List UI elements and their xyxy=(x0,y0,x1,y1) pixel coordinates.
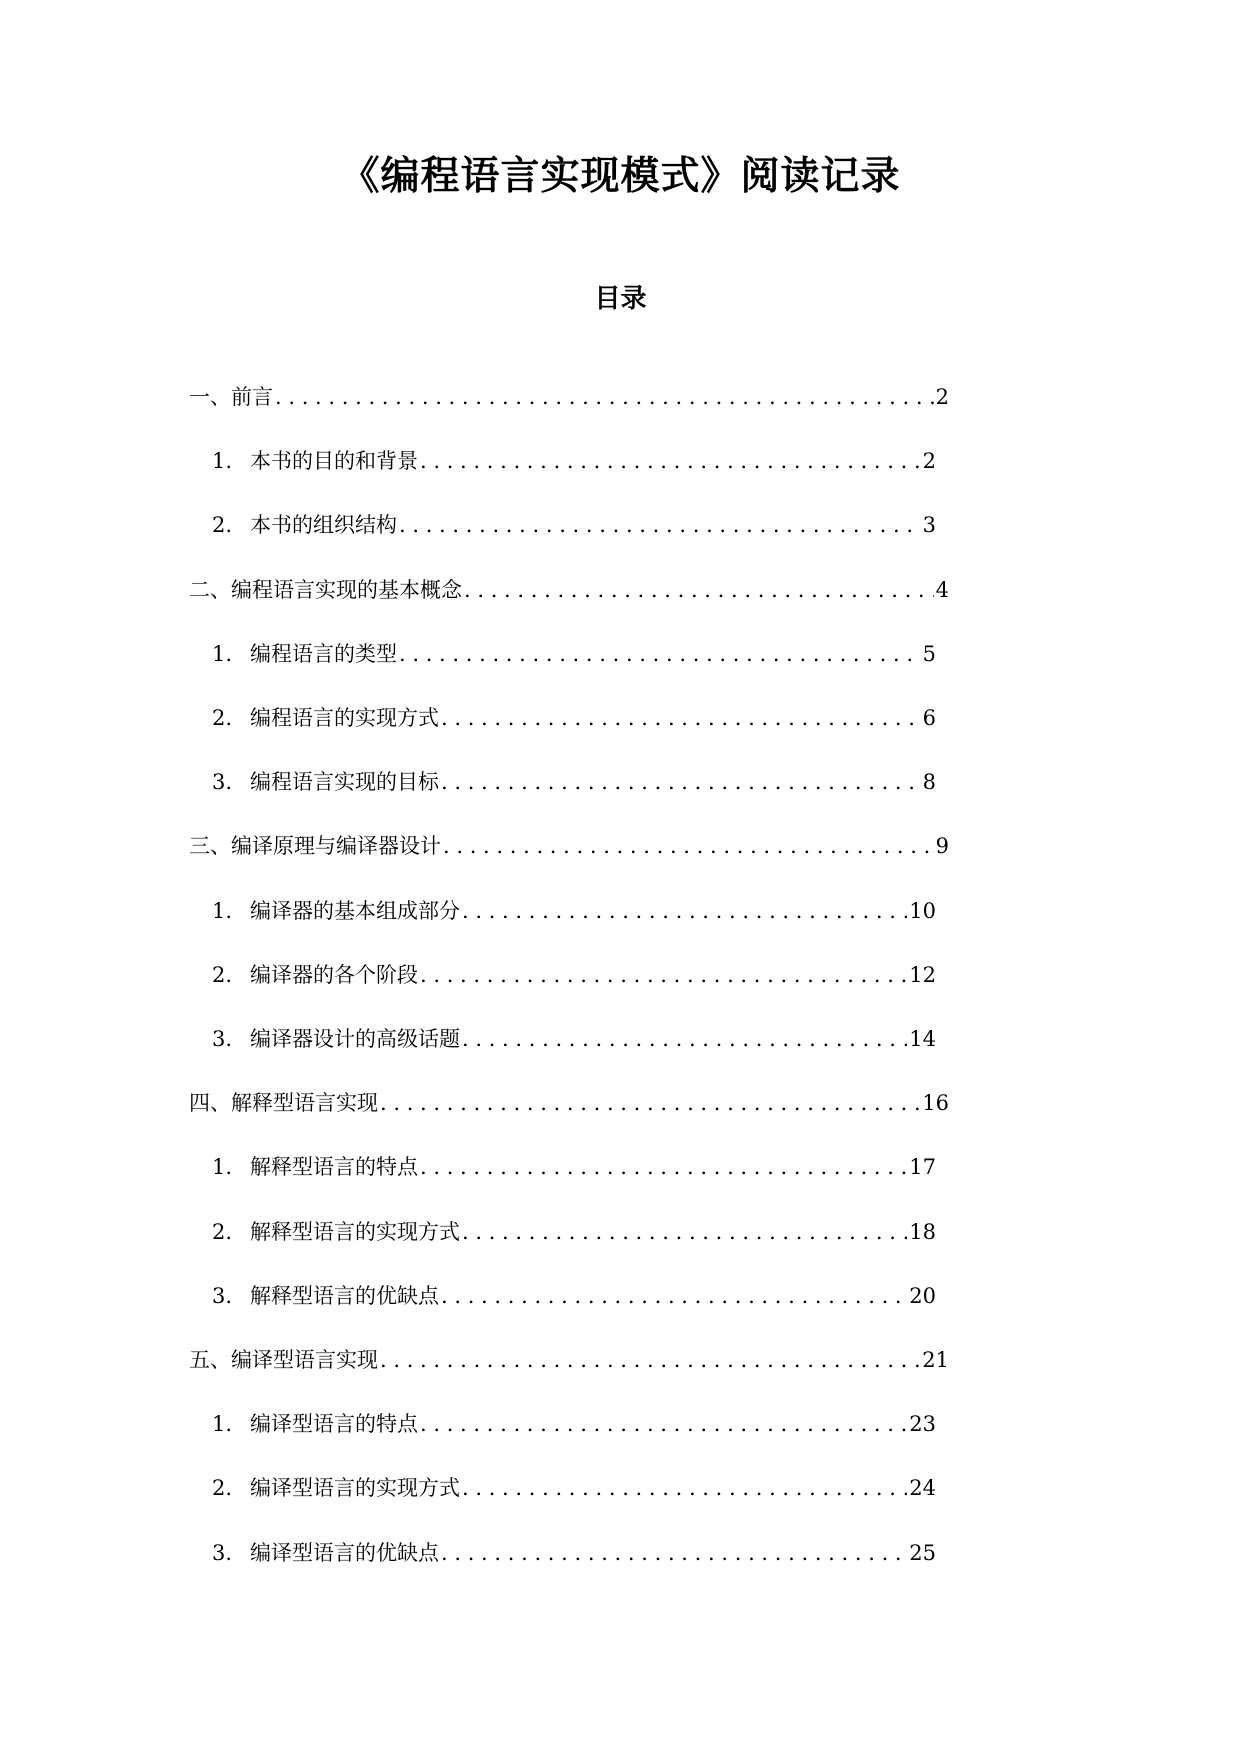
toc-dot-leader xyxy=(399,508,921,542)
toc-entry-number: 2. xyxy=(212,1219,233,1244)
toc-dot-leader xyxy=(462,1215,907,1249)
toc-entry-number: 1. xyxy=(212,449,233,474)
toc-entry-number: 2. xyxy=(212,962,233,987)
toc-entry-title: 解释型语言的实现方式 xyxy=(250,1219,460,1244)
toc-section-entry[interactable] xyxy=(212,1279,936,1313)
toc-page-number: 6 xyxy=(922,706,936,730)
toc-section-entry[interactable] xyxy=(212,765,936,799)
toc-page-number: 25 xyxy=(909,1540,936,1565)
toc-chapter-entry[interactable] xyxy=(189,1343,949,1377)
toc-entry-number: 3. xyxy=(212,1027,233,1051)
toc-section-entry[interactable] xyxy=(212,637,936,671)
toc-page-number: 17 xyxy=(909,1155,936,1180)
toc-entry-title: 五、编译型语言实现 xyxy=(189,1348,378,1372)
toc-entry-title: 解释型语言的特点 xyxy=(250,1155,418,1180)
toc-entry-title: 编译器的基本组成部分 xyxy=(250,898,460,923)
toc-dot-leader xyxy=(441,701,921,735)
toc-dot-leader xyxy=(420,958,907,992)
toc-dot-leader xyxy=(462,1022,907,1056)
toc-heading: 目录 xyxy=(594,284,647,314)
toc-page-number: 12 xyxy=(909,962,936,987)
toc-entry-title: 本书的目的和背景 xyxy=(250,449,418,474)
toc-section-entry[interactable] xyxy=(212,1407,936,1441)
toc-dot-leader xyxy=(462,894,907,928)
toc-dot-leader xyxy=(380,1343,920,1377)
toc-chapter-entry[interactable] xyxy=(189,829,949,863)
toc-section-entry[interactable] xyxy=(212,1536,936,1570)
toc-entry-number: 3. xyxy=(212,770,233,795)
toc-page-number: 2 xyxy=(922,449,936,474)
toc-dot-leader xyxy=(441,765,921,799)
toc-section-entry[interactable] xyxy=(212,1215,936,1249)
toc-section-entry[interactable] xyxy=(212,894,936,928)
toc-page-number: 8 xyxy=(922,770,936,795)
toc-page-number: 9 xyxy=(935,834,949,859)
toc-entry-title: 三、编译原理与编译器设计 xyxy=(189,834,441,859)
toc-entry-number: 2. xyxy=(212,513,233,538)
toc-section-entry[interactable] xyxy=(212,958,936,992)
toc-chapter-entry[interactable] xyxy=(189,380,949,414)
toc-page-number: 2 xyxy=(935,385,949,409)
toc-entry-title: 编译型语言的实现方式 xyxy=(250,1476,460,1501)
toc-entry-title: 编译器的各个阶段 xyxy=(250,962,418,987)
toc-entry-title: 编译器设计的高级话题 xyxy=(250,1027,460,1051)
toc-dot-leader xyxy=(441,1536,907,1570)
toc-page-number: 3 xyxy=(922,513,936,538)
toc-dot-leader xyxy=(380,1086,920,1120)
toc-entry-title: 编程语言实现的目标 xyxy=(250,770,439,795)
toc-page-number: 21 xyxy=(922,1348,949,1372)
toc-page-number: 14 xyxy=(909,1027,936,1051)
document-title: 《编程语言实现模式》阅读记录 xyxy=(340,153,901,199)
toc-page-number: 10 xyxy=(909,898,936,923)
toc-entry-number: 1. xyxy=(212,898,233,923)
toc-dot-leader xyxy=(399,637,921,671)
toc-entry-number: 3. xyxy=(212,1540,233,1565)
toc-page-number: 4 xyxy=(935,577,949,602)
toc-section-entry[interactable] xyxy=(212,444,936,478)
toc-page-number: 5 xyxy=(922,641,936,666)
toc-entry-number: 2. xyxy=(212,1476,233,1501)
toc-chapter-entry[interactable] xyxy=(189,1086,949,1120)
toc-entry-title: 编程语言的实现方式 xyxy=(250,706,439,730)
toc-dot-leader xyxy=(420,1150,907,1184)
toc-page-number: 18 xyxy=(909,1219,936,1244)
toc-section-entry[interactable] xyxy=(212,701,936,735)
toc-chapter-entry[interactable] xyxy=(189,573,949,607)
toc-dot-leader xyxy=(420,1407,907,1441)
toc-dot-leader xyxy=(464,573,934,607)
toc-entry-title: 解释型语言的优缺点 xyxy=(250,1283,439,1308)
toc-section-entry[interactable] xyxy=(212,1022,936,1056)
toc-page-number: 23 xyxy=(909,1412,936,1437)
toc-entry-title: 编程语言的类型 xyxy=(250,641,397,666)
toc-entry-number: 1. xyxy=(212,1155,233,1180)
toc-entry-title: 本书的组织结构 xyxy=(250,513,397,538)
toc-entry-title: 编译型语言的特点 xyxy=(250,1412,418,1437)
toc-section-entry[interactable] xyxy=(212,1150,936,1184)
toc-dot-leader xyxy=(441,1279,907,1313)
toc-entry-number: 1. xyxy=(212,1412,233,1437)
toc-dot-leader xyxy=(420,444,921,478)
toc-dot-leader xyxy=(443,829,934,863)
toc-entry-number: 3. xyxy=(212,1283,233,1308)
toc-entry-number: 2. xyxy=(212,706,233,730)
toc-entry-title: 编译型语言的优缺点 xyxy=(250,1540,439,1565)
toc-page-number: 16 xyxy=(922,1091,949,1116)
toc-entry-title: 二、编程语言实现的基本概念 xyxy=(189,577,462,602)
toc-entry-title: 一、前言 xyxy=(189,385,273,409)
toc-entry-title: 四、解释型语言实现 xyxy=(189,1091,378,1116)
toc-section-entry[interactable] xyxy=(212,508,936,542)
toc-section-entry[interactable] xyxy=(212,1471,936,1505)
toc-dot-leader xyxy=(275,380,934,414)
toc-page-number: 20 xyxy=(909,1283,936,1308)
toc-entry-number: 1. xyxy=(212,641,233,666)
toc-dot-leader xyxy=(462,1471,907,1505)
toc-page-number: 24 xyxy=(909,1476,936,1501)
